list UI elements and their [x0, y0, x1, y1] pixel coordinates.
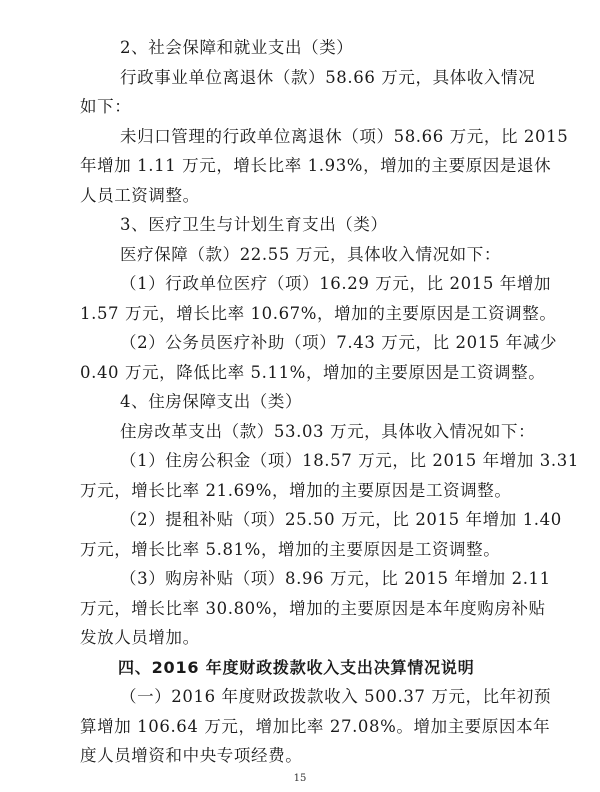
paragraph-line: （2）公务员医疗补助（项）7.43 万元，比 2015 年减少	[120, 333, 558, 352]
paragraph-line: 万元，增长比率 21.69%，增加的主要原因是工资调整。	[80, 481, 512, 500]
paragraph-line: 人员工资调整。	[80, 186, 200, 205]
paragraph-line: （一）2016 年度财政拨款收入 500.37 万元，比年初预	[120, 687, 552, 706]
paragraph-line: 如下：	[80, 97, 132, 116]
paragraph-line: 发放人员增加。	[80, 628, 200, 647]
paragraph-line: 未归口管理的行政单位离退休（项）58.66 万元，比 2015	[120, 127, 569, 146]
paragraph-line: 行政事业单位离退休（款）58.66 万元，具体收入情况	[120, 68, 536, 87]
paragraph-line: 万元，增长比率 5.81%，增加的主要原因是工资调整。	[80, 540, 501, 559]
paragraph-line: （2）提租补贴（项）25.50 万元，比 2015 年增加 1.40	[120, 510, 562, 529]
paragraph-line: （1）行政单位医疗（项）16.29 万元，比 2015 年增加	[120, 274, 552, 293]
paragraph-line: （1）住房公积金（项）18.57 万元，比 2015 年增加 3.31	[120, 451, 579, 470]
paragraph-line: 万元，增长比率 30.80%，增加的主要原因是本年度购房补贴	[80, 599, 546, 618]
page-number: 15	[293, 773, 307, 784]
paragraph-line: 住房改革支出（款）53.03 万元，具体收入情况如下：	[120, 422, 536, 441]
paragraph-line: 年增加 1.11 万元，增长比率 1.93%，增加的主要原因是退休	[80, 156, 552, 175]
paragraph-line: 医疗保障（款）22.55 万元，具体收入情况如下：	[120, 245, 501, 264]
section-heading-fiscal-appropriation: 四、2016 年度财政拨款收入支出决算情况说明	[118, 658, 475, 677]
paragraph-line: 算增加 106.64 万元，增加比率 27.08%。增加主要原因本年	[80, 717, 551, 736]
paragraph-line: （3）购房补贴（项）8.96 万元，比 2015 年增加 2.11	[120, 569, 551, 588]
section-heading-health: 3、医疗卫生与计划生育支出（类）	[120, 215, 388, 234]
paragraph-line: 0.40 万元，降低比率 5.11%，增加的主要原因是工资调整。	[80, 363, 546, 382]
section-heading-housing: 4、住房保障支出（类）	[120, 392, 303, 411]
section-heading-social-security: 2、社会保障和就业支出（类）	[120, 38, 354, 57]
paragraph-line: 1.57 万元，增长比率 10.67%，增加的主要原因是工资调整。	[80, 304, 557, 323]
paragraph-line: 度人员增资和中央专项经费。	[80, 746, 303, 765]
